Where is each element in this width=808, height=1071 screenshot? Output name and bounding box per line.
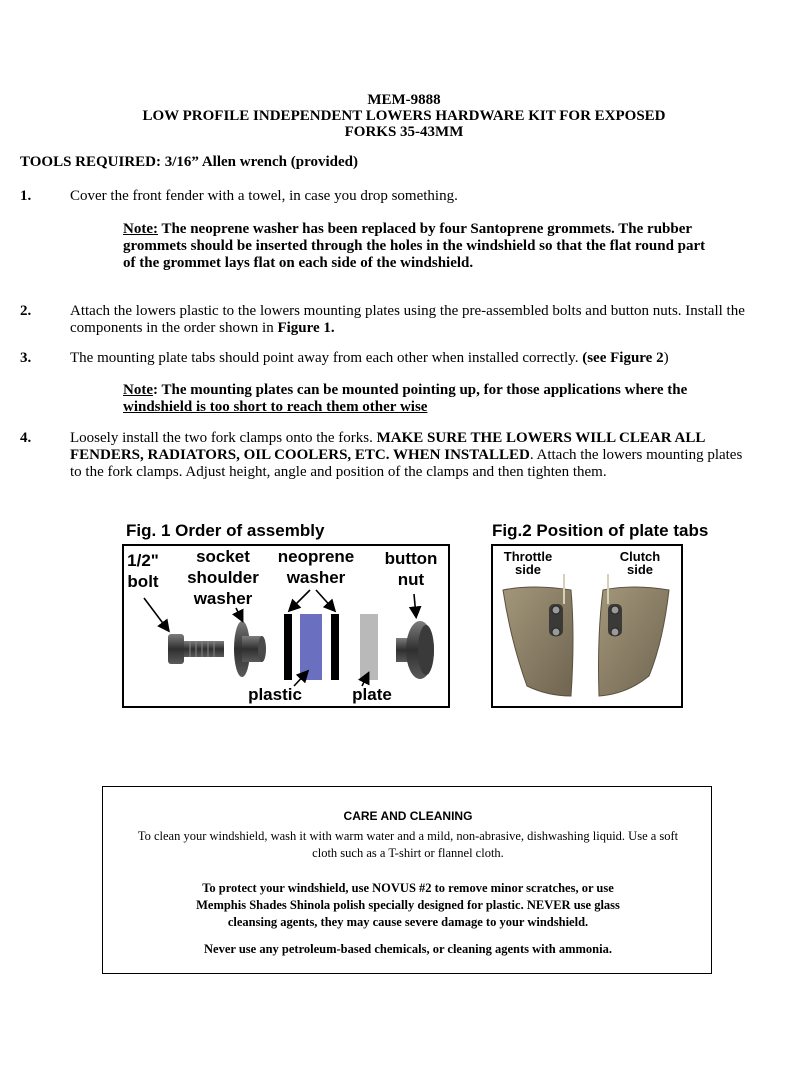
bolt-label-line1: 1/2" [127,551,159,570]
throttle-line1: Throttle [503,549,553,564]
bolt-icon [168,634,224,664]
step-4-text [70,430,792,481]
note-label: Note: [123,221,158,237]
mounting-plate [360,614,378,680]
neoprene-label-line1: neoprene [277,547,355,566]
step-4-line3: to the fork clamps. Adjust height, angle and position of the clamps and then tighten them. [70,464,607,480]
neoprene-washer-left [284,614,292,680]
right-mounting-plate-icon [608,604,622,636]
neoprene-label-line2: washer [286,568,346,587]
button-nut-label [378,548,444,590]
step-2-text [70,303,792,337]
step-3-number: 3. [20,350,32,366]
plate-label: plate [352,685,392,704]
socket-washer-label [176,546,270,609]
care-p2-line2: Memphis Shades Shinola polish specially designed for plastic. NEVER use glass [196,898,620,912]
step-4-line1: Loosely install the two fork clamps onto the forks. [70,430,377,446]
page-title-line1: LOW PROFILE INDEPENDENT LOWERS HARDWARE KIT FOR EXPOSED [142,108,666,124]
bolt-label [126,550,160,592]
neoprene-washer-right [331,614,339,680]
note-text-2: windshield is too short to reach them other wise [123,399,428,415]
care-paragraph-1 [117,828,699,862]
care-paragraph-3: Never use any petroleum-based chemicals, or cleaning agents with ammonia. [204,942,612,956]
care-p2-line1: To protect your windshield, use NOVUS #2 to remove minor scratches, or use [202,881,614,895]
care-p1-line2: cloth such as a T-shirt or flannel cloth. [312,846,504,860]
step-2-number: 2. [20,303,32,319]
step-1-text: Cover the front fender with a towel, in case you drop something. [70,188,458,204]
throttle-line2: side [514,562,541,577]
step-3-note [123,382,763,416]
button-label-line2: nut [397,570,425,589]
neoprene-washer-label [272,546,360,588]
note-label: Note [123,382,153,398]
step-3-text [70,350,792,367]
step-3-close-paren: ) [663,350,669,366]
care-p1-line1: To clean your windshield, wash it with warm water and a mild, non-abrasive, dishwashing liquid. Use a soft [137,829,679,843]
plastic-part [300,614,322,680]
figure-2-caption: Fig.2 Position of plate tabs [492,521,709,540]
socket-label-line3: washer [193,589,253,608]
plate-tabs-photo [493,546,681,706]
plastic-label: plastic [248,685,302,704]
care-heading: CARE AND CLEANING [343,809,473,823]
step-4-warning-2: FENDERS, RADIATORS, OIL COOLERS, ETC. WHEN INSTALLED [70,447,530,463]
note-text-1: : The mounting plates can be mounted pointing up, for those applications where the [153,382,688,398]
care-p2-line3: cleansing agents, they may cause severe damage to your windshield. [227,915,589,929]
note-text-1: The neoprene washer has been replaced by four Santoprene grommets. The rubber [157,221,693,237]
clutch-line1: Clutch [619,549,661,564]
step-1-number: 1. [20,188,32,204]
step-2-line1: Attach the lowers plastic to the lowers mounting plates using the pre-assembled bolts and button nuts. Install the [70,303,745,319]
page-title-line2: FORKS 35-43MM [344,124,464,140]
shoulder-washer-icon [234,621,266,677]
left-mounting-plate-icon [549,604,563,636]
button-label-line1: button [384,549,438,568]
tools-required: TOOLS REQUIRED: 3/16” Allen wrench (provided) [20,154,358,170]
figure-2-ref: (see Figure 2 [582,350,664,366]
step-4-number: 4. [20,430,32,446]
step-3-line: The mounting plate tabs should point away from each other when installed correctly. [70,350,583,366]
note-text-3: of the grommet lays flat on each side of the windshield. [123,255,474,271]
figure-2-photo [491,544,683,708]
figure-1-ref: Figure 1. [277,320,335,336]
note-text-2: grommets should be inserted through the holes in the windshield so that the flat round part [123,238,706,254]
socket-label-line2: shoulder [187,568,259,587]
socket-label-line1: socket [196,547,250,566]
figure-1-caption: Fig. 1 Order of assembly [126,521,325,540]
figure-1-diagram [122,544,450,708]
step-4-warning-1: MAKE SURE THE LOWERS WILL CLEAR ALL [376,430,706,446]
part-number: MEM-9888 [367,92,441,108]
step-4-line2: . Attach the lowers mounting plates [529,447,743,463]
step-2-line2: components in the order shown in [70,320,278,336]
button-nut-icon [396,621,434,679]
care-and-cleaning-box [102,786,712,974]
bolt-label-line2: bolt [127,572,159,591]
clutch-line2: side [626,562,653,577]
care-paragraph-2 [117,880,699,931]
step-1-note [123,221,763,272]
